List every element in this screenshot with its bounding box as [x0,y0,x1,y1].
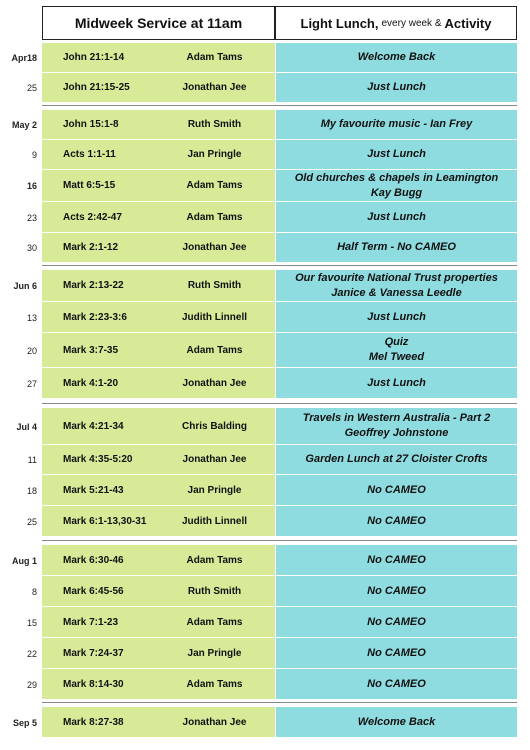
schedule-row [0,445,530,475]
schedule-row [0,607,530,638]
bible-reading: Mark 7:24-37 [63,647,124,659]
row-date: 23 [26,212,37,223]
row-date: 11 [27,455,37,465]
schedule-row [0,333,530,368]
activity-text: No CAMEO [367,646,426,659]
row-date: 25 [26,516,37,527]
row-date: 9 [31,150,37,160]
speaker-name: Jonathan Jee [182,242,247,253]
bible-reading: Mark 6:1-13,30-31 [63,515,147,527]
row-date: 25 [26,83,37,93]
bible-reading: Mark 8:27-38 [63,716,124,728]
schedule-row [0,110,530,140]
service-cell [42,445,275,475]
service-cell [42,638,275,669]
bible-reading: Acts 2:42-47 [63,211,122,223]
activity-cell [276,140,517,170]
schedule-row [0,475,530,506]
activity-text: No CAMEO [367,677,426,690]
month-separator [42,540,517,541]
row-date: 13 [26,312,37,323]
activity-text: Quiz Mel Tweed [368,336,425,363]
speaker-name: Ruth Smith [187,119,242,130]
activity-cell [276,170,517,202]
bible-reading: Mark 5:21-43 [63,484,124,496]
activity-cell [276,445,517,475]
activity-cell [276,707,517,738]
service-cell [42,233,275,263]
schedule-row [0,270,530,302]
schedule-row [0,669,530,700]
service-cell [42,110,275,140]
speaker-name: Adam Tams [186,180,243,191]
bible-reading: Mark 2:13-22 [63,280,124,291]
schedule-row [0,202,530,233]
service-cell [42,368,275,399]
row-date: 8 [31,586,37,597]
activity-text: No CAMEO [367,483,426,496]
bible-reading: Mark 2:23-3:6 [63,311,127,323]
service-cell [42,140,275,170]
activity-cell [276,506,517,537]
service-cell [42,576,275,607]
activity-cell [276,270,517,302]
service-cell [42,270,275,302]
activity-cell [276,576,517,607]
schedule-row [0,408,530,445]
service-cell [42,302,275,333]
service-cell [42,707,275,738]
speaker-name: Jan Pringle [187,149,242,160]
midweek-service-title: Midweek Service at 11am [74,15,243,31]
activity-cell [276,408,517,445]
activity-text: Half Term - No CAMEO [337,241,456,253]
speaker-name: Adam Tams [186,616,243,628]
activity-text: Our favourite National Trust properties Janice & Vanessa Leedle [295,271,498,299]
activity-cell [276,302,517,333]
speaker-name: Adam Tams [186,211,243,223]
bible-reading: Mark 8:14-30 [63,678,124,690]
speaker-name: Jan Pringle [187,484,242,496]
schedule-row [0,302,530,333]
service-cell [42,43,275,73]
bible-reading: Mark 4:21-34 [63,420,124,432]
activity-cell [276,545,517,576]
speaker-name: Jonathan Jee [182,377,247,389]
activity-cell [276,638,517,669]
row-date: 29 [26,679,37,690]
schedule-row [0,233,530,263]
activity-text: No CAMEO [367,553,426,566]
service-cell [42,506,275,537]
activity-text: Old churches & chapels in Leamington Kay Bugg [294,171,499,199]
speaker-name: Adam Tams [186,678,243,690]
bible-reading: Mark 4:1-20 [63,377,119,389]
row-date: 16 [26,181,37,191]
bible-reading: Mark 3:7-35 [63,344,119,356]
activity-cell [276,333,517,368]
activity-text: My favourite music - Ian Frey [320,118,473,130]
schedule-row [0,368,530,399]
row-date: 15 [26,617,37,628]
activity-cell [276,202,517,233]
service-cell [42,545,275,576]
month-separator [42,265,517,266]
bible-reading: Mark 6:30-46 [63,554,124,566]
bible-reading: John 21:15-25 [63,82,130,93]
row-date: 30 [26,243,37,253]
bible-reading: John 21:1-14 [63,52,125,63]
service-cell [42,202,275,233]
activity-text: Welcome Back [357,51,436,63]
activity-text: Just Lunch [367,148,426,160]
bible-reading: Mark 2:1-12 [63,242,119,253]
speaker-name: Adam Tams [186,52,243,63]
activity-text: Just Lunch [367,210,426,223]
schedule-row [0,638,530,669]
service-cell [42,408,275,445]
activity-text: Just Lunch [367,376,426,389]
schedule-row [0,170,530,202]
bible-reading: Matt 6:5-15 [63,180,116,191]
speaker-name: Adam Tams [186,554,243,566]
row-date: Jun 6 [13,281,37,291]
row-date: Jul 4 [16,421,37,432]
row-date: May 2 [11,120,37,130]
speaker-name: Ruth Smith [187,280,242,291]
speaker-name: Chris Balding [181,420,247,432]
month-separator [42,403,517,404]
schedule-row [0,576,530,607]
schedule-row [0,707,530,738]
activity-cell [276,475,517,506]
row-date: Apr18 [11,53,37,63]
service-cell [42,607,275,638]
row-date: 18 [26,485,37,496]
speaker-name: Jan Pringle [187,647,242,659]
activity-text: Just Lunch [367,81,426,93]
row-date: 20 [26,345,37,356]
activity-cell [276,368,517,399]
activity-cell [276,43,517,73]
activity-text: No CAMEO [367,514,426,527]
schedule-row [0,506,530,537]
activity-text: Welcome Back [357,715,436,728]
row-date: 22 [26,648,37,659]
speaker-name: Jonathan Jee [182,454,247,465]
activity-text: Just Lunch [367,310,426,323]
activity-cell [276,110,517,140]
activity-cell [276,233,517,263]
speaker-name: Jonathan Jee [182,82,247,93]
activity-cell [276,669,517,700]
row-date: 27 [26,378,37,389]
speaker-name: Ruth Smith [187,585,242,597]
bible-reading: John 15:1-8 [63,119,119,130]
lunch-header-part1: Light Lunch, [300,15,379,31]
speaker-name: Judith Linnell [182,311,247,323]
activity-cell [276,73,517,103]
speaker-name: Judith Linnell [182,515,247,527]
activity-text: No CAMEO [367,615,426,628]
bible-reading: Mark 7:1-23 [63,616,119,628]
bible-reading: Mark 6:45-56 [63,585,124,597]
service-cell [42,73,275,103]
schedule-row [0,545,530,576]
row-date: Sep 5 [12,717,37,728]
service-cell [42,170,275,202]
speaker-name: Jonathan Jee [182,716,247,728]
activity-text: Travels in Western Australia - Part 2 Geoffrey Johnstone [302,412,491,439]
schedule-row [0,43,530,73]
service-cell [42,669,275,700]
schedule-row [0,140,530,170]
activity-text: No CAMEO [367,584,426,597]
lunch-header-part3: Activity [444,15,492,31]
bible-reading: Acts 1:1-11 [63,149,116,160]
service-cell [42,475,275,506]
service-cell [42,333,275,368]
midweek-service-header [42,6,275,40]
activity-text: Garden Lunch at 27 Cloister Crofts [305,453,488,465]
activity-cell [276,607,517,638]
month-separator [42,105,517,106]
row-date: Aug 1 [11,555,37,566]
lunch-activity-header [275,6,517,40]
speaker-name: Adam Tams [186,344,243,356]
bible-reading: Mark 4:35-5:20 [63,454,133,465]
lunch-header-part2: every week & [381,17,442,29]
month-separator [42,702,517,703]
schedule-row [0,73,530,103]
